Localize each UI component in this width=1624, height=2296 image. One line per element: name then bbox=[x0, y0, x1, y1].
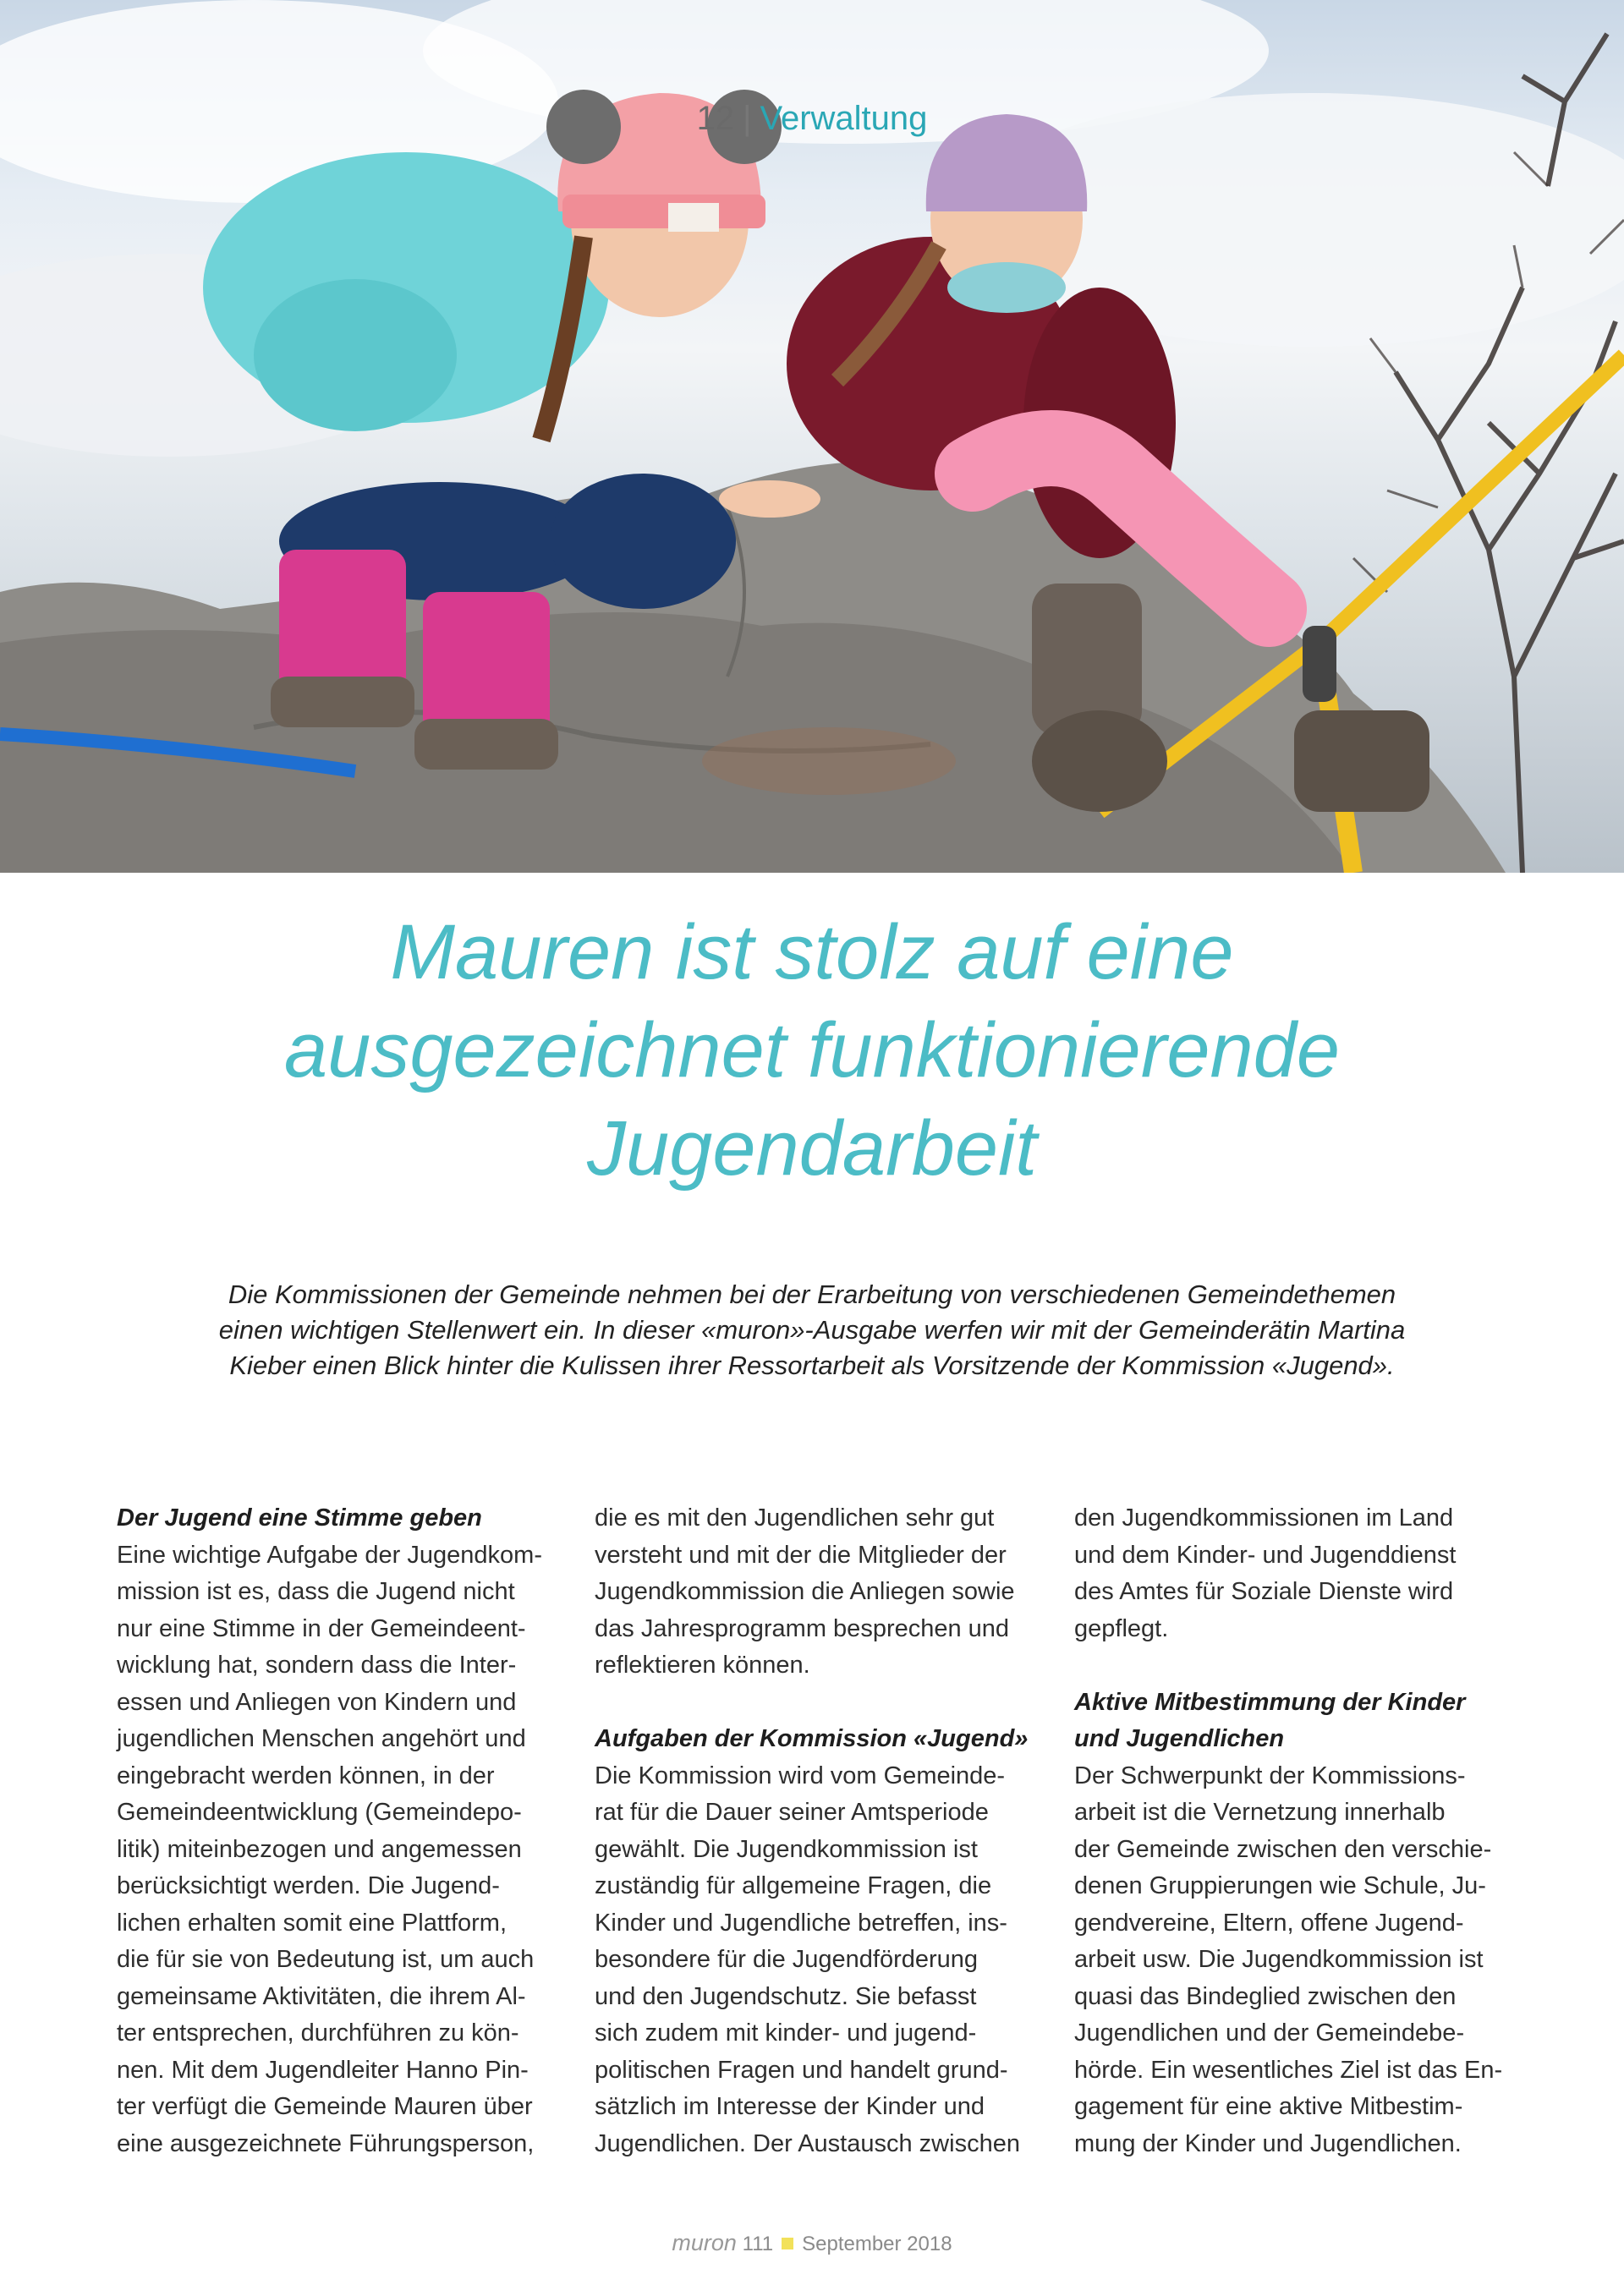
hero-photo bbox=[0, 0, 1624, 873]
section-heading-mitbestimmung bbox=[1074, 1685, 1514, 1758]
text-line: jugendlichen Menschen angehört und bbox=[117, 1725, 526, 1752]
text-line: versteht und mit der die Mitglieder der bbox=[595, 1541, 1007, 1569]
text-line: Jugendlichen und der Gemeindebe- bbox=[1074, 2019, 1465, 2047]
text-column-3 bbox=[1074, 1500, 1514, 2162]
text-column-1 bbox=[117, 1500, 557, 2162]
text-line: und den Jugendschutz. Sie befasst bbox=[595, 1982, 977, 2010]
text-line: sätzlich im Interesse der Kinder und bbox=[595, 2093, 985, 2120]
text-line: zuständig für allgemeine Fragen, die bbox=[595, 1872, 992, 1899]
page-footer bbox=[0, 2230, 1624, 2256]
text-line: nur eine Stimme in der Gemeindeent- bbox=[117, 1614, 526, 1642]
lead-line: Kieber einen Blick hinter die Kulissen ihrer Ressortarbeit als Vorsitzende der Kommission «Jugend». bbox=[229, 1351, 1395, 1380]
section-heading-aufgaben: Aufgaben der Kommission «Jugend» bbox=[595, 1725, 1029, 1752]
text-column-2 bbox=[595, 1500, 1034, 2162]
text-line: gewählt. Die Jugendkommission ist bbox=[595, 1835, 978, 1863]
text-line: politischen Fragen und handelt grund- bbox=[595, 2056, 1008, 2084]
text-line: besondere für die Jugendförderung bbox=[595, 1946, 979, 1973]
text-line: gepflegt. bbox=[1074, 1614, 1169, 1642]
text-line: das Jahresprogramm besprechen und bbox=[595, 1614, 1010, 1642]
text-line: sich zudem mit kinder- und jugend- bbox=[595, 2019, 977, 2047]
magazine-brand: muron bbox=[672, 2230, 737, 2255]
section-name: Verwaltung bbox=[760, 100, 928, 137]
heading-line: und Jugendlichen bbox=[1074, 1725, 1285, 1752]
text-line: arbeit ist die Vernetzung innerhalb bbox=[1074, 1799, 1446, 1826]
text-line: Kinder und Jugendliche betreffen, ins- bbox=[595, 1909, 1007, 1937]
text-line: ter verfügt die Gemeinde Mauren über bbox=[117, 2093, 533, 2120]
text-line: gemeinsame Aktivitäten, die ihrem Al- bbox=[117, 1982, 526, 2010]
column-3-body-a bbox=[1074, 1500, 1514, 1647]
text-line: gendvereine, Eltern, offene Jugend- bbox=[1074, 1909, 1464, 1937]
text-line: mission ist es, dass die Jugend nicht bbox=[117, 1578, 515, 1605]
paragraph-gap bbox=[595, 1685, 1034, 1722]
issue-date: September 2018 bbox=[802, 2233, 952, 2255]
text-line: wicklung hat, sondern dass die Inter- bbox=[117, 1652, 517, 1679]
text-line: eingebracht werden können, in der bbox=[117, 1762, 495, 1789]
text-line: die für sie von Bedeutung ist, um auch bbox=[117, 1946, 535, 1973]
text-line: berücksichtigt werden. Die Jugend- bbox=[117, 1872, 500, 1899]
issue-number: 111 bbox=[742, 2233, 774, 2255]
column-2-body-b bbox=[595, 1758, 1034, 2163]
text-line: eine ausgezeichnete Führungsperson, bbox=[117, 2129, 535, 2157]
text-line: Jugendkommission die Anliegen sowie bbox=[595, 1578, 1015, 1605]
text-line: reflektieren können. bbox=[595, 1652, 810, 1679]
column-1-body bbox=[117, 1537, 557, 2163]
text-line: der Gemeinde zwischen den verschie- bbox=[1074, 1835, 1492, 1863]
text-line: Gemeindeentwicklung (Gemeindepo- bbox=[117, 1799, 522, 1826]
article-title bbox=[135, 903, 1489, 1197]
text-line: des Amtes für Soziale Dienste wird bbox=[1074, 1578, 1454, 1605]
text-line: die es mit den Jugendlichen sehr gut bbox=[595, 1504, 995, 1532]
text-line: rat für die Dauer seiner Amtsperiode bbox=[595, 1799, 989, 1826]
text-line: den Jugendkommissionen im Land bbox=[1074, 1504, 1454, 1532]
text-line: lichen erhalten somit eine Plattform, bbox=[117, 1909, 507, 1937]
column-3-body-b bbox=[1074, 1758, 1514, 2163]
title-line: ausgezeichnet funktionierende bbox=[283, 1007, 1341, 1093]
section-heading-jugend-stimme: Der Jugend eine Stimme geben bbox=[117, 1504, 482, 1532]
text-line: Die Kommission wird vom Gemeinde- bbox=[595, 1762, 1006, 1789]
text-line: ter entsprechen, durchführen zu kön- bbox=[117, 2019, 519, 2047]
text-line: und dem Kinder- und Jugenddienst bbox=[1074, 1541, 1457, 1569]
text-line: essen und Anliegen von Kindern und bbox=[117, 1688, 517, 1716]
text-line: Jugendlichen. Der Austausch zwischen bbox=[595, 2129, 1020, 2157]
text-line: nen. Mit dem Jugendleiter Hanno Pin- bbox=[117, 2056, 529, 2084]
text-line: gagement für eine aktive Mitbestim- bbox=[1074, 2093, 1463, 2120]
column-2-body-a bbox=[595, 1500, 1034, 1685]
title-line: Mauren ist stolz auf eine bbox=[390, 909, 1234, 995]
text-line: arbeit usw. Die Jugendkommission ist bbox=[1074, 1946, 1484, 1973]
lead-line: Die Kommissionen der Gemeinde nehmen bei der Erarbeitung von verschiedenen Gemeindethemen bbox=[228, 1280, 1396, 1309]
lead-line: einen wichtigen Stellenwert ein. In dieser «muron»-Ausgabe werfen wir mit der Gemeinderätin Martina bbox=[218, 1315, 1406, 1345]
page-header bbox=[0, 100, 1624, 138]
page-number: 12 bbox=[696, 100, 735, 137]
text-line: mung der Kinder und Jugendlichen. bbox=[1074, 2129, 1462, 2157]
heading-line: Aktive Mitbestimmung der Kinder bbox=[1074, 1688, 1466, 1716]
header-separator: | bbox=[743, 100, 752, 137]
text-line: hörde. Ein wesentliches Ziel ist das En- bbox=[1074, 2056, 1503, 2084]
footer-square-icon bbox=[782, 2238, 793, 2249]
text-line: Der Schwerpunkt der Kommissions- bbox=[1074, 1762, 1466, 1789]
text-line: quasi das Bindeglied zwischen den bbox=[1074, 1982, 1457, 2010]
title-line: Jugendarbeit bbox=[587, 1105, 1037, 1192]
paragraph-gap bbox=[1074, 1647, 1514, 1685]
text-line: denen Gruppierungen wie Schule, Ju- bbox=[1074, 1872, 1486, 1899]
article-lead bbox=[127, 1277, 1497, 1384]
text-line: litik) miteinbezogen und angemessen bbox=[117, 1835, 522, 1863]
text-line: Eine wichtige Aufgabe der Jugendkom- bbox=[117, 1541, 542, 1569]
